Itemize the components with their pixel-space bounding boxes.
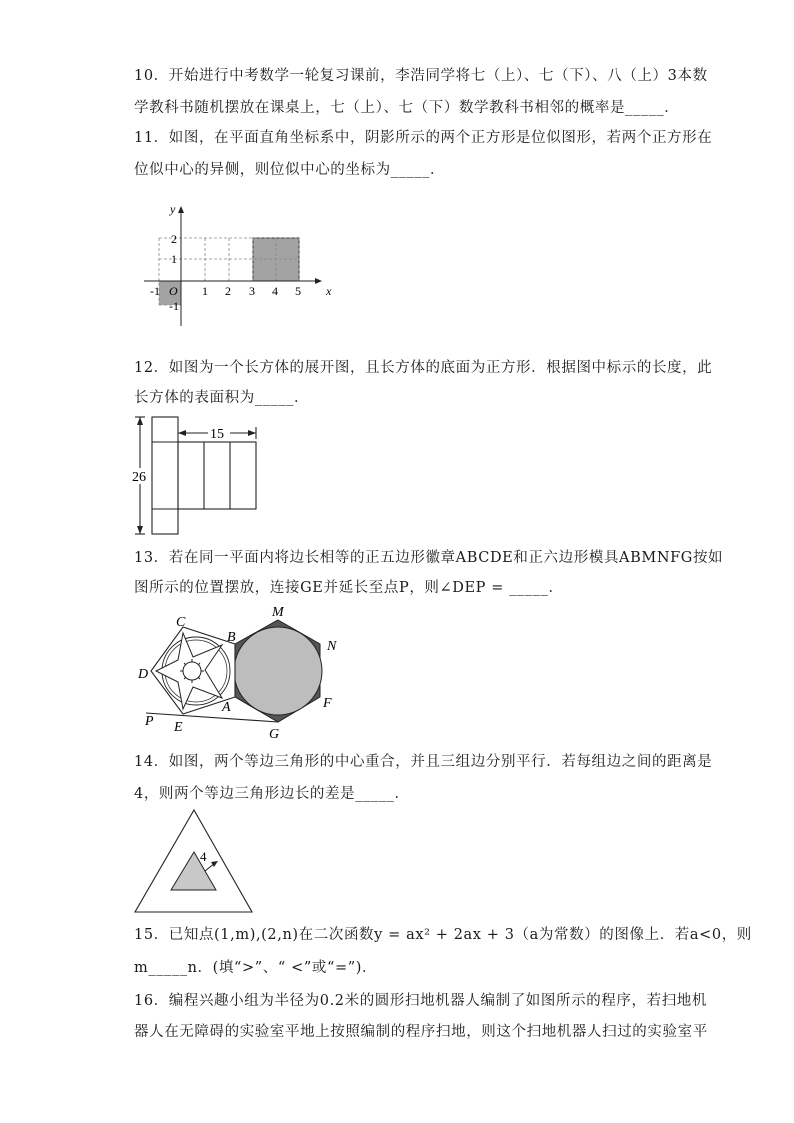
x-axis-label: x xyxy=(326,284,332,298)
point-p: P xyxy=(145,714,154,729)
q11-line-2: 位似中心的异侧，则位似中心的坐标为_____． xyxy=(134,162,446,178)
q13-pentagon-hexagon-figure xyxy=(138,600,350,738)
q14-triangles-figure xyxy=(130,806,274,916)
q11-coordinate-figure xyxy=(140,198,340,340)
x-tick-3: 3 xyxy=(249,284,255,298)
x-tick-1: 1 xyxy=(202,284,208,298)
point-b: B xyxy=(227,630,236,645)
point-n: N xyxy=(327,639,337,654)
y-tick-2: 2 xyxy=(171,232,177,246)
q14-line-1: 14．如图，两个等边三角形的中心重合，并且三组边分别平行．若每组边之间的距离是 xyxy=(134,754,713,770)
height-label: 26 xyxy=(132,470,146,485)
point-f: F xyxy=(323,696,332,711)
x-tick-neg1: -1 xyxy=(150,284,160,298)
q16-line-1: 16．编程兴趣小组为半径为0.2米的圆形扫地机器人编制了如图所示的程序，若扫地机 xyxy=(134,993,708,1009)
q12-line-2: 长方体的表面积为_____． xyxy=(134,390,310,406)
y-axis-label: y xyxy=(170,202,176,216)
q13-line-1: 13．若在同一平面内将边长相等的正五边形徽章ABCDE和正六边形模具ABMNFG按如 xyxy=(134,550,724,566)
q15-line-2: m_____n．(填“>”、“ <”或“=”)． xyxy=(134,960,378,976)
q12-net-figure xyxy=(128,414,268,540)
x-tick-5: 5 xyxy=(295,284,301,298)
y-tick-1: 1 xyxy=(171,252,177,266)
origin-label: O xyxy=(169,284,178,298)
net-side-faces xyxy=(178,442,256,509)
point-d: D xyxy=(138,667,149,682)
net-column xyxy=(152,417,178,534)
hexagon-circle xyxy=(234,627,322,715)
q11-line-1: 11．如图，在平面直角坐标系中，阴影所示的两个正方形是位似图形，若两个正方形在 xyxy=(134,130,713,146)
point-e: E xyxy=(174,720,183,735)
q13-line-2: 图所示的位置摆放，连接GE并延长至点P，则∠DEP = _____． xyxy=(134,580,564,596)
point-c: C xyxy=(176,615,186,630)
width-label: 15 xyxy=(210,427,224,442)
q15-line-1: 15．已知点(1,m),(2,n)在二次函数y = ax² + 2ax + 3（a为常数）的图像上．若a<0，则 xyxy=(134,927,752,943)
x-tick-2: 2 xyxy=(225,284,231,298)
point-m: M xyxy=(272,605,284,620)
line-ge-extended xyxy=(146,713,278,722)
q16-line-2: 器人在无障碍的实验室平地上按照编制的程序扫地，则这个扫地机器人扫过的实验室平 xyxy=(134,1024,708,1040)
point-a: A xyxy=(222,700,231,715)
x-tick-4: 4 xyxy=(272,284,278,298)
point-g: G xyxy=(269,727,280,738)
q10-line-2: 学教科书随机摆放在课桌上，七（上）、七（下）数学教科书相邻的概率是_____． xyxy=(134,100,680,116)
q12-line-1: 12．如图为一个长方体的展开图，且长方体的底面为正方形．根据图中标示的长度，此 xyxy=(134,360,713,376)
distance-label: 4 xyxy=(200,849,207,864)
y-tick-neg1: -1 xyxy=(169,299,179,313)
q10-line-1: 10．开始进行中考数学一轮复习课前，李浩同学将七（上）、七（下）、八（上）3本数 xyxy=(134,68,708,84)
q14-line-2: 4，则两个等边三角形边长的差是_____． xyxy=(134,786,410,802)
